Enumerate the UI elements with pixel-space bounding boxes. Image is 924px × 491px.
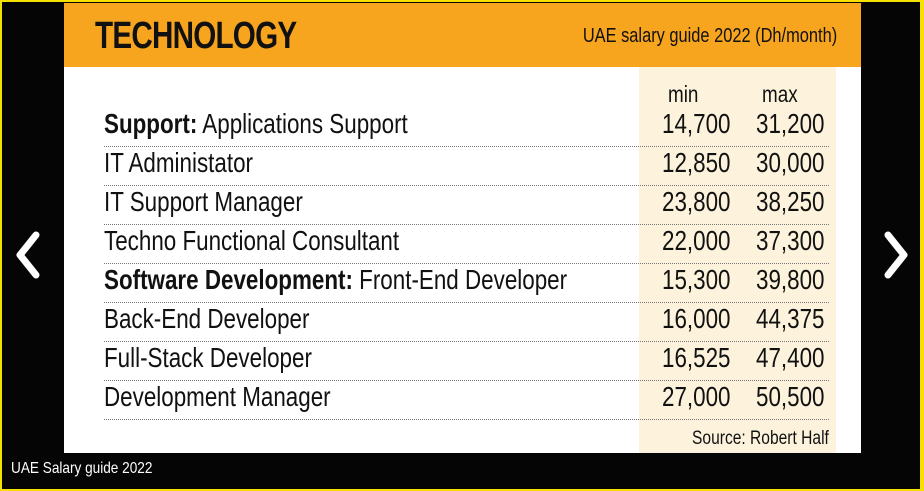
chevron-left-icon bbox=[12, 229, 44, 281]
role-label bbox=[104, 264, 567, 296]
infographic-subtitle: UAE salary guide 2022 (Dh/month) bbox=[582, 25, 837, 47]
role-name: Back-End Developer bbox=[104, 303, 310, 334]
role-label bbox=[104, 342, 312, 374]
role-name: Applications Support bbox=[197, 108, 408, 139]
min-salary: 14,700 bbox=[662, 108, 731, 139]
max-salary: 44,375 bbox=[756, 303, 825, 334]
role-name: Full-Stack Developer bbox=[104, 342, 312, 373]
max-salary: 30,000 bbox=[756, 147, 825, 178]
column-header-max: max bbox=[762, 81, 798, 107]
min-salary: 22,000 bbox=[662, 225, 731, 256]
max-salary: 50,500 bbox=[756, 381, 825, 412]
min-salary: 27,000 bbox=[662, 381, 731, 412]
gallery-frame bbox=[2, 2, 920, 489]
max-salary: 39,800 bbox=[756, 264, 825, 295]
table-row bbox=[104, 148, 829, 186]
min-salary: 12,850 bbox=[662, 147, 731, 178]
table-row bbox=[104, 265, 829, 303]
category-label: Support: bbox=[104, 108, 198, 139]
source-credit: Source: Robert Half bbox=[692, 428, 829, 449]
salary-infographic bbox=[64, 3, 861, 453]
role-label bbox=[104, 381, 331, 413]
role-label bbox=[104, 225, 399, 257]
table-row bbox=[104, 187, 829, 225]
role-name: IT Administator bbox=[104, 147, 253, 178]
min-salary: 23,800 bbox=[662, 186, 731, 217]
role-label bbox=[104, 147, 253, 179]
role-label bbox=[104, 186, 303, 218]
max-salary: 37,300 bbox=[756, 225, 825, 256]
table-row bbox=[104, 109, 829, 147]
role-name: Front-End Developer bbox=[352, 264, 568, 295]
role-name: Development Manager bbox=[104, 381, 331, 412]
table-row bbox=[104, 226, 829, 264]
max-salary: 38,250 bbox=[756, 186, 825, 217]
table-row bbox=[104, 304, 829, 342]
chevron-right-icon bbox=[880, 229, 912, 281]
table-row bbox=[104, 382, 829, 420]
infographic-title: TECHNOLOGY bbox=[95, 15, 297, 57]
infographic-header bbox=[64, 3, 861, 67]
role-name: IT Support Manager bbox=[104, 186, 303, 217]
category-label: Software Development: bbox=[104, 264, 353, 295]
role-name: Techno Functional Consultant bbox=[104, 225, 400, 256]
role-label bbox=[104, 108, 408, 140]
column-header-min: min bbox=[668, 81, 699, 107]
min-salary: 16,000 bbox=[662, 303, 731, 334]
previous-slide-button[interactable] bbox=[10, 226, 46, 284]
min-salary: 16,525 bbox=[662, 342, 731, 373]
image-caption: UAE Salary guide 2022 bbox=[11, 460, 153, 477]
table-row bbox=[104, 343, 829, 381]
min-salary: 15,300 bbox=[662, 264, 731, 295]
max-salary: 47,400 bbox=[756, 342, 825, 373]
next-slide-button[interactable] bbox=[878, 226, 914, 284]
role-label bbox=[104, 303, 309, 335]
max-salary: 31,200 bbox=[756, 108, 825, 139]
